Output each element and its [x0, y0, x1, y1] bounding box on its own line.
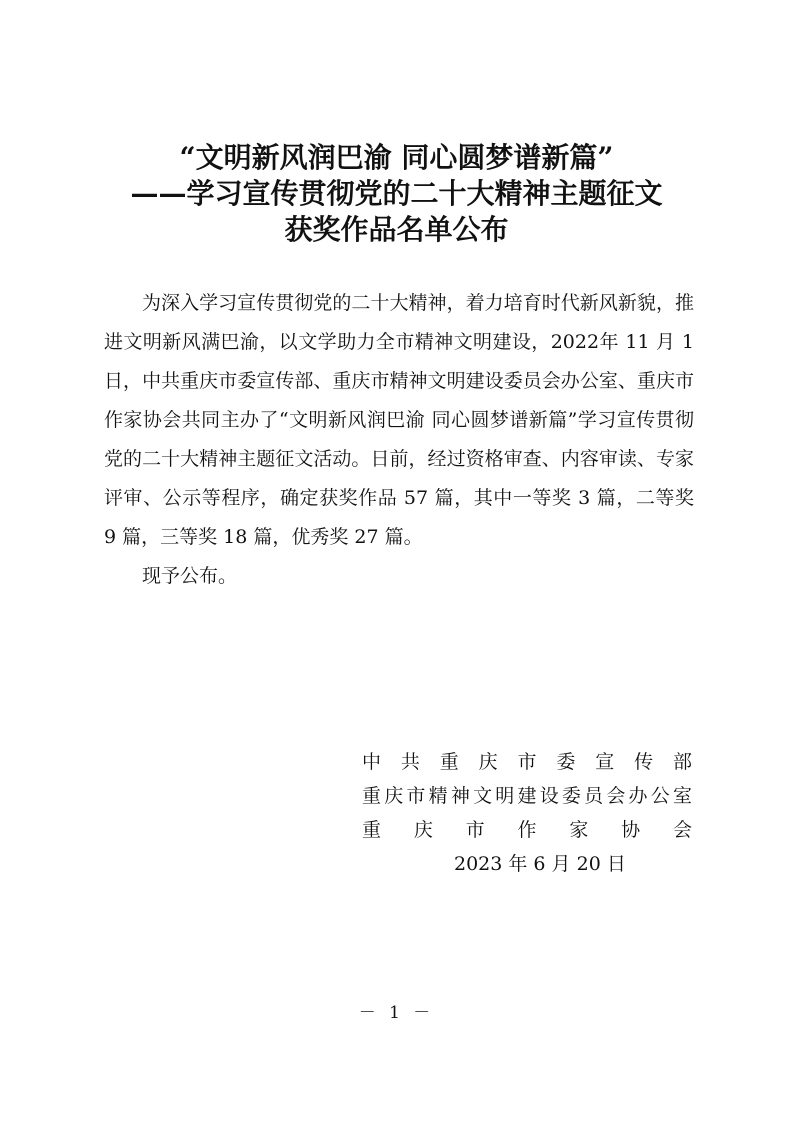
page-number: － 1 －	[358, 1003, 435, 1023]
signature-block	[362, 745, 692, 881]
body-paragraph-2: 现予公布。	[142, 565, 238, 587]
signature-org-2: 重庆市精神文明建设委员会办公室	[362, 785, 692, 807]
document-body	[104, 284, 694, 596]
signature-org-1: 中共重庆市委宣传部	[362, 751, 692, 773]
title-line-1: “文明新风润巴渝 同心圆梦谱新篇”	[179, 141, 614, 174]
body-paragraph-1: 为深入学习宣传贯彻党的二十大精神，着力培育时代新风新貌，推进文明新风满巴渝，以文学助力全市精神文明建设，2022年 11 月 1 日，中共重庆市委宣传部、重庆市精神文明建设委员会办公室、重庆市作家协会共同主办了“文明新风润巴渝 同心圆梦谱新篇”学习宣传贯彻党的二十大精神主题征文活动。日前，经过资格审查、内容审读、专家评审、公示等程序，确定获奖作品 57 篇，其中一等奖 3 篇，二等奖 9 篇，三等奖 18 篇，优秀奖 27 篇。	[104, 292, 694, 548]
title-line-2: ——学习宣传贯彻党的二十大精神主题征文	[130, 177, 663, 210]
document-title	[0, 140, 793, 248]
title-line-3: 获奖作品名单公布	[284, 213, 509, 246]
signature-date: 2023 年 6 月 20 日	[454, 853, 626, 875]
signature-org-3: 重庆市作家协会	[362, 819, 692, 841]
